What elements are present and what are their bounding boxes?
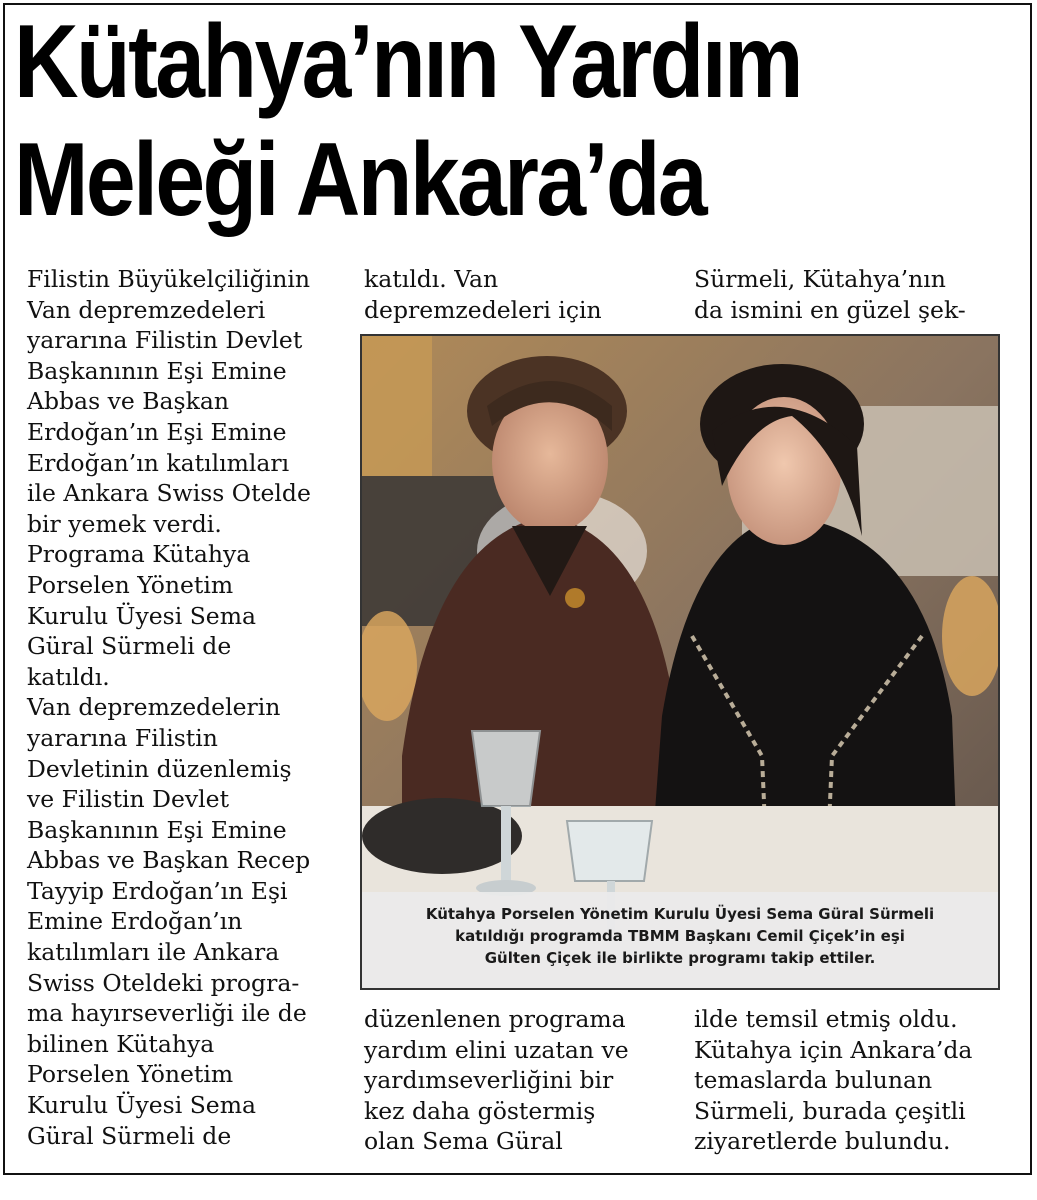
text-line: Swiss Oteldeki progra-: [27, 968, 300, 997]
text-line: Devletinin düzenlemiş: [27, 754, 292, 783]
text-line: Sürmeli, Kütahya’nın: [694, 265, 946, 293]
text-line: ve Filistin Devlet: [27, 785, 230, 814]
text-line: Abbas ve Başkan: [27, 387, 229, 416]
text-line: da ismini en güzel şek-: [694, 295, 966, 324]
article-column-2-bottom: [364, 1004, 629, 1157]
photo-illustration: [362, 336, 998, 988]
text-line: Kütahya için Ankara’da: [694, 1035, 973, 1064]
text-line: Güral Sürmeli de: [27, 632, 232, 661]
text-line: Programa Kütahya: [27, 540, 251, 569]
text-line: katıldı. Van: [364, 265, 499, 293]
text-line: Tayyip Erdoğan’ın Eşi: [27, 876, 288, 905]
text-line: Porselen Yönetim: [27, 1060, 234, 1089]
text-line: yardım elini uzatan ve: [364, 1035, 629, 1064]
text-line: ilde temsil etmiş oldu.: [694, 1005, 958, 1033]
article-column-1: [27, 264, 311, 1151]
text-line: Kurulu Üyesi Sema: [27, 1091, 256, 1120]
text-line: yararına Filistin Devlet: [27, 326, 303, 355]
headline-line-2: Meleği Ankara’da: [14, 122, 706, 238]
text-line: yardımseverliğini bir: [364, 1066, 614, 1095]
article-column-3-bottom: [694, 1004, 972, 1157]
text-line: Abbas ve Başkan Recep: [27, 846, 311, 875]
text-line: Başkanının Eşi Emine: [27, 815, 287, 844]
text-line: Kurulu Üyesi Sema: [27, 601, 256, 630]
headline-line-1: Kütahya’nın Yardım: [14, 4, 801, 120]
photo-caption: [362, 892, 998, 988]
text-line: ma hayırseverliği ile de: [27, 999, 307, 1028]
text-line: Sürmeli, burada çeşitli: [694, 1096, 966, 1125]
caption-line: Gülten Çiçek ile birlikte programı takip ettiler.: [484, 949, 876, 967]
text-line: Porselen Yönetim: [27, 570, 234, 599]
article-column-3-top: [694, 264, 966, 325]
article-column-2-top: [364, 264, 602, 325]
text-line: Filistin Büyükelçiliğinin: [27, 265, 311, 293]
text-line: Güral Sürmeli de: [27, 1121, 232, 1150]
caption-line: Kütahya Porselen Yönetim Kurulu Üyesi Sema Güral Sürmeli: [425, 905, 935, 923]
text-line: bilinen Kütahya: [27, 1029, 215, 1058]
text-line: yararına Filistin: [27, 723, 218, 752]
text-line: ziyaretlerde bulundu.: [694, 1127, 951, 1156]
text-line: katılımları ile Ankara: [27, 938, 280, 967]
text-line: Erdoğan’ın Eşi Emine: [27, 417, 287, 446]
text-line: katıldı.: [27, 662, 110, 691]
text-line: kez daha göstermiş: [364, 1096, 596, 1125]
text-line: Van depremzedelerin: [27, 693, 281, 722]
text-line: depremzedeleri için: [364, 295, 602, 324]
news-photo: [360, 334, 1000, 990]
text-line: temaslarda bulunan: [694, 1066, 933, 1095]
text-line: olan Sema Güral: [364, 1127, 563, 1156]
text-line: Başkanının Eşi Emine: [27, 356, 287, 385]
text-line: ile Ankara Swiss Otelde: [27, 479, 311, 508]
text-line: düzenlenen programa: [364, 1005, 626, 1033]
text-line: Erdoğan’ın katılımları: [27, 448, 290, 477]
caption-line: katıldığı programda TBMM Başkanı Cemil Çiçek’in eşi: [455, 927, 905, 945]
text-line: Emine Erdoğan’ın: [27, 907, 243, 936]
text-line: bir yemek verdi.: [27, 509, 222, 538]
text-line: Van depremzedeleri: [27, 295, 266, 324]
